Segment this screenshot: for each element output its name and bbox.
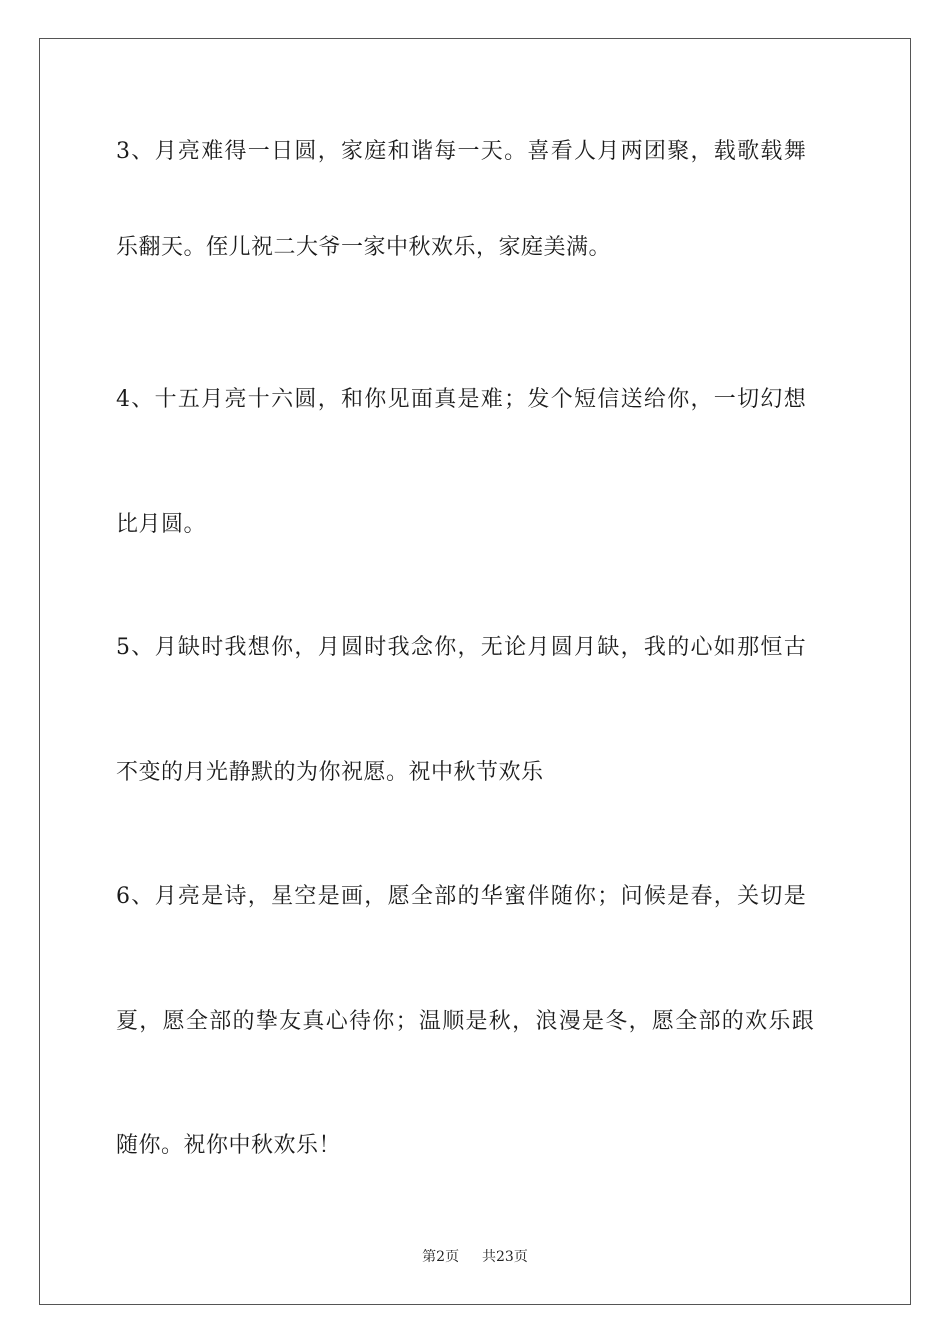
text-line-8: 夏，愿全部的挚友真心待你；温顺是秋，浪漫是冬，愿全部的欢乐跟 (116, 1009, 816, 1034)
text-line-3: 4、十五月亮十六圆，和你见面真是难；发个短信送给你，一切幻想 (116, 387, 807, 412)
page-footer (0, 1247, 950, 1267)
text-line-2: 乐翻天。侄儿祝二大爷一家中秋欢乐，家庭美满。 (116, 235, 612, 260)
current-page-number: 第2页 (422, 1249, 460, 1265)
total-page-count: 共23页 (482, 1249, 528, 1265)
text-line-4: 比月圆。 (116, 512, 207, 537)
text-line-1: 3、月亮难得一日圆，家庭和谐每一天。喜看人月两团聚，载歌载舞 (116, 139, 807, 164)
text-line-9: 随你。祝你中秋欢乐！ (116, 1133, 342, 1158)
text-line-5: 5、月缺时我想你，月圆时我念你，无论月圆月缺，我的心如那恒古 (116, 635, 807, 660)
text-line-7: 6、月亮是诗，星空是画，愿全部的华蜜伴随你；问候是春，关切是 (116, 884, 807, 909)
page-border (39, 38, 911, 1305)
text-line-6: 不变的月光静默的为你祝愿。祝中秋节欢乐 (116, 760, 544, 785)
